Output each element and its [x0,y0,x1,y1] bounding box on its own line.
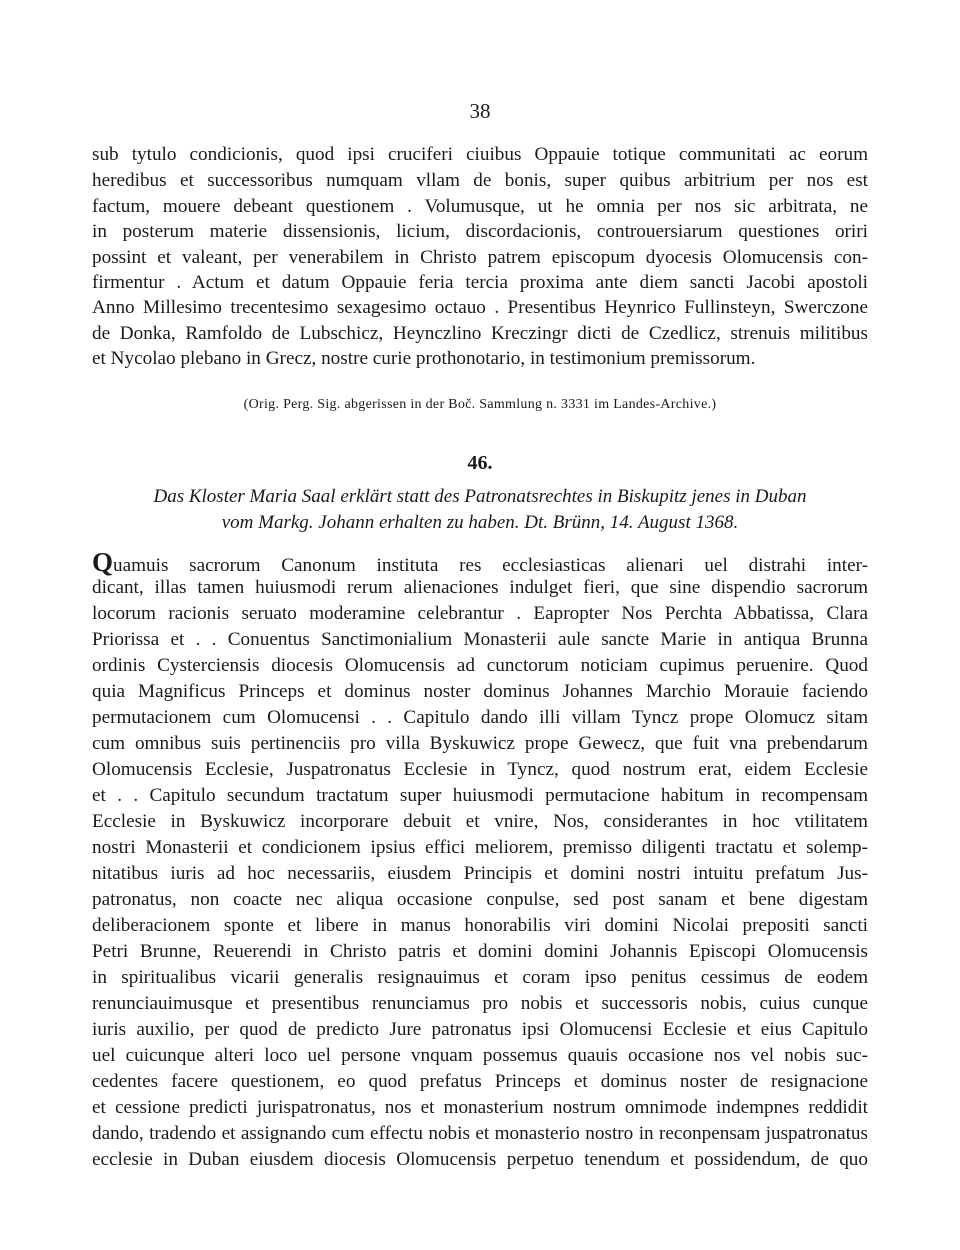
text-line: patronatus, non coacte nec aliqua occasione conpulse, sed post sanam et bene digestam [92,889,868,910]
text-line: factum, mouere debeant questionem . Volumusque, ut he omnia per nos sic arbitrata, ne [92,196,868,217]
text-line: Anno Millesimo trecentesimo sexagesimo octauo . Presentibus Heynrico Fullinsteyn, Swerczone [92,297,868,318]
text-line: in spiritualibus vicarii generalis resignauimus et coram ipso penitus cessimus de eodem [92,967,868,988]
text-line [92,547,868,578]
text-line: iuris auxilio, per quod de predicto Jure patronatus ipsi Olomucensi Ecclesie et eius Capitulo [92,1019,868,1040]
text-line: et cessione predicti jurispatronatus, nos et monasterium nostrum omnimode indempnes reddidit [92,1097,868,1118]
text-line: in posterum materie dissensionis, licium, discordacionis, controuersiarum questiones oriri [92,221,868,242]
text-line: possint et valeant, per venerabilem in Christo patrem episcopum dyocesis Olomucensis con- [92,247,868,268]
text-line: cum omnibus suis pertinenciis pro villa Byskuwicz prope Gewecz, que fuit vna prebendarum [92,733,868,754]
text-line: nostri Monasterii et condicionem ipsius effici meliorem, premisso diligenti tractatu et solemp- [92,837,868,858]
document-number: 46. [467,452,493,474]
text-line: Olomucensis Ecclesie, Juspatronatus Ecclesie in Tyncz, quod nostrum erat, eidem Ecclesie [92,759,868,780]
text-line: locorum racionis seruato moderamine celebrantur . Eapropter Nos Perchta Abbatissa, Clara [92,603,868,624]
text-line: quia Magnificus Princeps et dominus noster dominus Johannes Marchio Morauie faciendo [92,681,868,702]
text-line: nitatibus iuris ad hoc necessariis, eiusdem Principis et domini nostri intuitu prefatum Jus- [92,863,868,884]
text-line: firmentur . Actum et datum Oppauie feria tercia proxima ante diem sancti Jacobi apostoli [92,272,868,293]
source-note: (Orig. Perg. Sig. abgerissen in der Boč. Sammlung n. 3331 im Landes-Archive.) [243,397,717,412]
text-line: et . . Capitulo secundum tractatum super huiusmodi permutacione habitum in recompensam [92,785,868,806]
initial-letter: Q [92,547,114,577]
text-line: Priorissa et . . Conuentus Sanctimonialium Monasterii aule sancte Marie in antiqua Brunna [92,629,868,650]
text-line: ecclesie in Duban eiusdem diocesis Olomucensis perpetuo tenendum et possidendum, de quo [92,1149,868,1170]
text-line: dicant, illas tamen huiusmodi rerum alienaciones indulget fieri, que sine dispendio sacrorum [92,577,868,598]
text-line: cedentes facere questionem, eo quod prefatus Princeps et dominus noster de resignacione [92,1071,868,1092]
text-line: de Donka, Ramfoldo de Lubschicz, Heynczlino Kreczingr dicti de Czedlicz, strenuis militibus [92,323,868,344]
text-line: renunciauimusque et presentibus renunciamus pro nobis et successoris nobis, cuius cunque [92,993,868,1014]
heading-line: Das Kloster Maria Saal erklärt statt des Patronatsrechtes in Biskupitz jenes in Duban [153,486,807,507]
text-line: et Nycolao plebano in Grecz, nostre curie prothonotario, in testimonium premissorum. [92,348,756,369]
text-line: dando, tradendo et assignando cum effectu nobis et monasterio nostro in reconpensam juspatronatus [92,1123,868,1144]
text-line: deliberacionem sponte et libere in manus honorabilis viri domini Nicolai prepositi sancti [92,915,868,936]
heading-line: vom Markg. Johann erhalten zu haben. Dt. Brünn, 14. August 1368. [221,512,739,533]
text-line: heredibus et successoribus numquam vllam de bonis, super quibus arbitrium per nos est [92,170,868,191]
text-line: permutacionem cum Olomucensi . . Capitulo dando illi villam Tyncz prope Olomucz sitam [92,707,868,728]
text-line: Ecclesie in Byskuwicz incorporare debuit et vnire, Nos, considerantes in hoc vtilitatem [92,811,868,832]
text-line: Petri Brunne, Reuerendi in Christo patris et domini domini Johannis Episcopi Olomucensis [92,941,868,962]
text-line: sub tytulo condicionis, quod ipsi cruciferi ciuibus Oppauie totique communitati ac eorum [92,144,868,165]
text-line: uel cuicunque alteri loco uel persone vnquam possemus quauis occasione nos vel nobis suc- [92,1045,868,1066]
first-line-text: uamuis sacrorum Canonum instituta res ecclesiasticas alienari uel distrahi inter- [113,555,868,576]
page-number: 38 [469,99,491,123]
text-line: ordinis Cysterciensis diocesis Olomucensis ad cunctorum noticiam cupimus peruenire. Quod [92,655,868,676]
